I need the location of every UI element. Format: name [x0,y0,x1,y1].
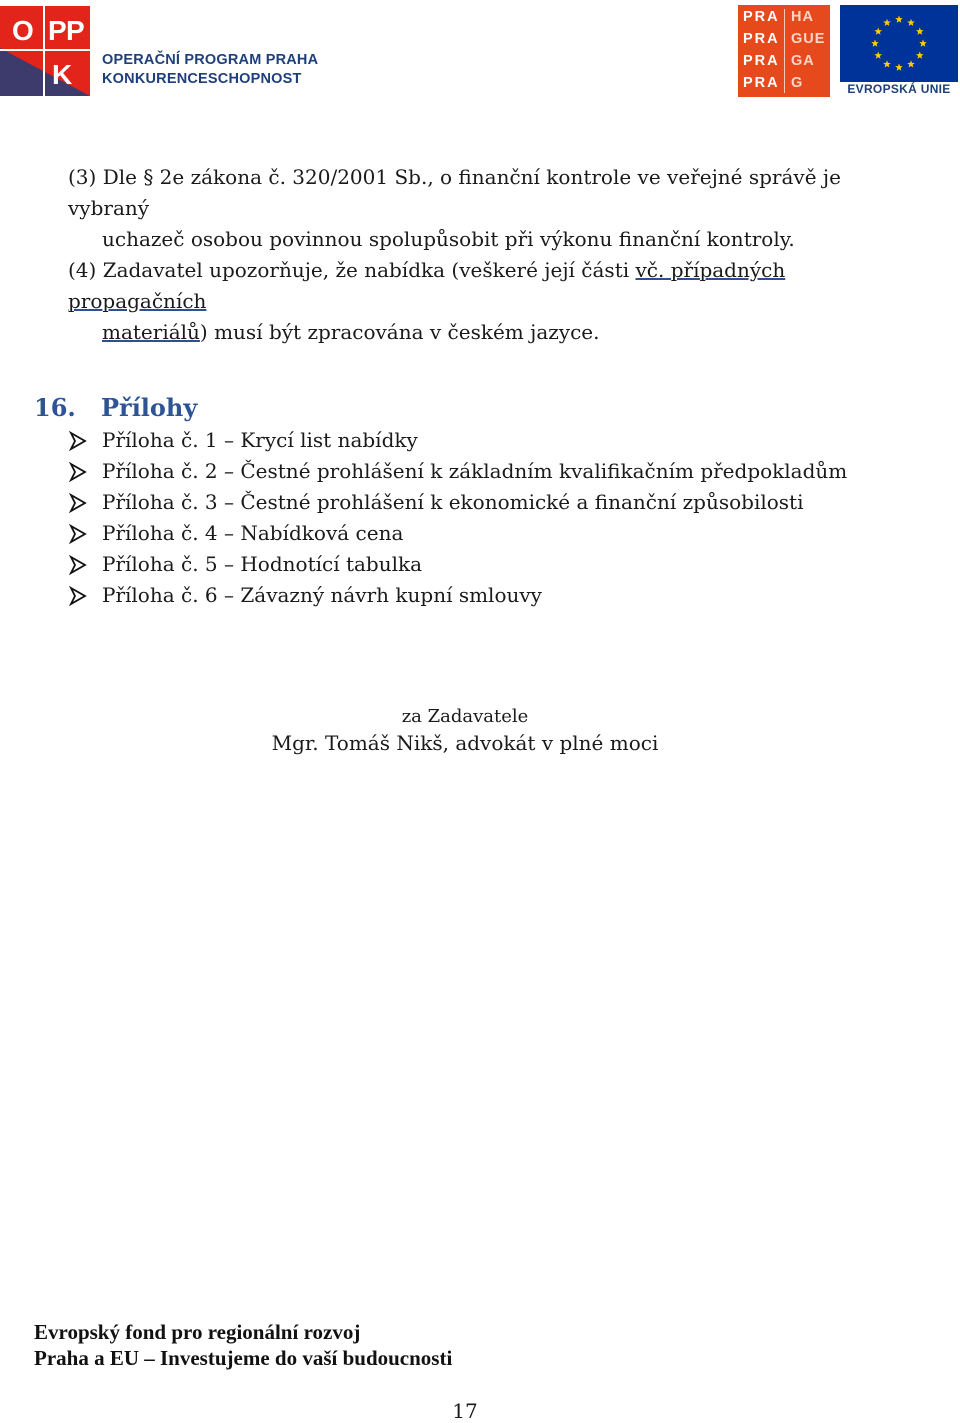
list-item [68,487,847,518]
list-item-label: Příloha č. 2 – Čestné prohlášení k základním kvalifikačním předpokladům [102,459,848,483]
arrow-bullet-icon [68,586,88,606]
signature-for: za Zadavatele [401,706,529,727]
praha-row-3-right: GA [791,53,815,69]
paragraph-4-line-1b: vč. případných propagačních [68,258,786,313]
arrow-bullet-icon [68,493,88,513]
list-item [68,425,847,456]
section-number: 16. [34,393,76,422]
page-number: 17 [452,1399,478,1423]
list-item [68,580,847,611]
paragraph-4-line-1a: (4) Zadavatel upozorňuje, že nabídka (veškeré její části [68,258,636,282]
paragraph-3-line-1: (3) Dle § 2e zákona č. 320/2001 Sb., o finanční kontrole ve veřejné správě je vybraný [68,165,841,220]
arrow-bullet-icon [68,524,88,544]
opp-letter-2: P [48,15,67,46]
opp-letter-4: K [52,59,73,90]
praha-row-1-left: PRA [743,9,780,25]
list-item [68,456,847,487]
praha-row-2-right: GUE [791,31,826,47]
list-item-label: Příloha č. 6 – Závazný návrh kupní smlouvy [102,583,542,607]
section-heading [34,393,197,422]
eu-flag-icon [840,5,958,82]
paragraph-3 [68,162,908,255]
paragraph-3-line-2: uchazeč osobou povinnou spolupůsobit při výkonu finanční kontroly. [102,227,795,251]
paragraph-4-line-2b: ) musí být zpracována v českém jazyce. [199,320,600,344]
list-item [68,549,847,580]
list-item-label: Příloha č. 4 – Nabídková cena [102,521,404,545]
attachments-list [68,425,847,611]
arrow-bullet-icon [68,555,88,575]
praha-row-4-left: PRA [743,75,780,91]
praha-row-2-left: PRA [743,31,780,47]
section-title: Přílohy [101,393,198,422]
list-item-label: Příloha č. 1 – Krycí list nabídky [102,428,418,452]
opp-line-2: KONKURENCESCHOPNOST [102,71,302,87]
praha-logo [738,5,830,97]
paragraph-4-line-2a: materiálů [102,320,200,344]
eu-label: EVROPSKÁ UNIE [847,82,951,96]
opp-letter-1: O [12,15,34,46]
praha-row-3-left: PRA [743,53,780,69]
praha-row-1-right: HA [791,9,814,25]
footer-line-2: Praha a EU – Investujeme do vaší budoucnosti [34,1346,453,1370]
arrow-bullet-icon [68,431,88,451]
opp-program-name [102,51,318,89]
list-item [68,518,847,549]
paragraph-4 [68,255,908,348]
list-item-label: Příloha č. 5 – Hodnotící tabulka [102,552,423,576]
opp-line-1: OPERAČNÍ PROGRAM PRAHA [102,52,319,68]
praha-row-4-right: G [791,75,804,91]
list-item-label: Příloha č. 3 – Čestné prohlášení k ekonomické a finanční způsobilosti [102,490,804,514]
page-header [0,0,960,110]
signature-name: Mgr. Tomáš Nikš, advokát v plné moci [271,731,659,755]
opp-letter-3: P [66,15,85,46]
arrow-bullet-icon [68,462,88,482]
footer-line-1: Evropský fond pro regionální rozvoj [34,1320,361,1344]
opp-logo [0,6,90,96]
